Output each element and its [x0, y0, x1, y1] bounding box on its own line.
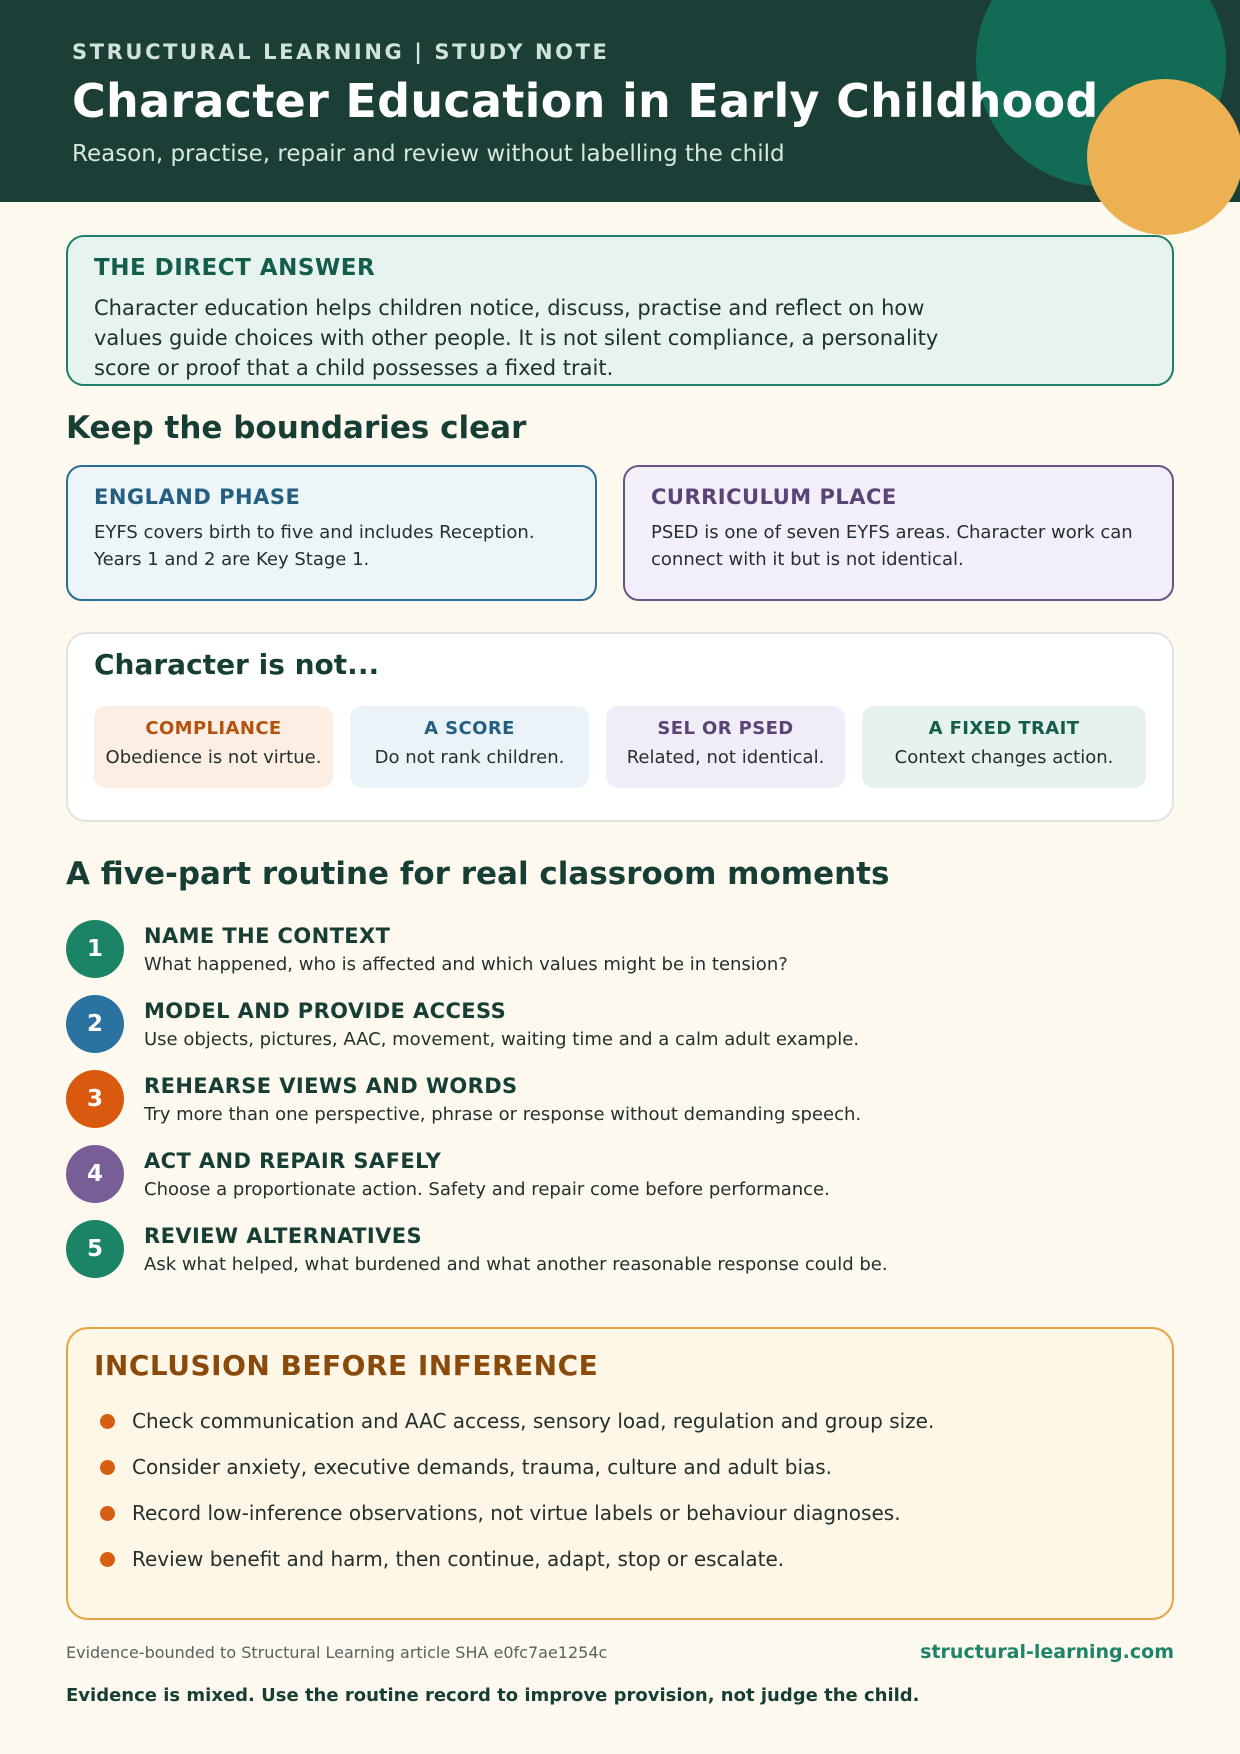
- chip-title: A FIXED TRAIT: [928, 718, 1080, 739]
- step-number-badge: 5: [66, 1220, 124, 1278]
- inclusion-item-text: Check communication and AAC access, sensory load, regulation and group size.: [132, 1409, 935, 1433]
- bullet-dot-icon: [100, 1552, 115, 1567]
- bullet-dot-icon: [100, 1414, 115, 1429]
- direct-answer-box: [66, 235, 1174, 386]
- routine-step-4: [66, 1145, 1066, 1209]
- inclusion-item-text: Review benefit and harm, then continue, adapt, stop or escalate.: [132, 1547, 785, 1571]
- chip-desc: Related, not identical.: [626, 747, 825, 768]
- site-link[interactable]: structural-learning.com: [920, 1641, 1174, 1663]
- decorative-circle-amber: [1087, 79, 1240, 235]
- step-desc: Ask what helped, what burdened and what another reasonable response could be.: [144, 1254, 888, 1275]
- page-subtitle: Reason, practise, repair and review without labelling the child: [72, 141, 785, 167]
- step-desc: Choose a proportionate action. Safety and repair come before performance.: [144, 1179, 830, 1200]
- step-title: REHEARSE VIEWS AND WORDS: [144, 1074, 518, 1098]
- routine-step-5: [66, 1220, 1066, 1284]
- inclusion-panel: [66, 1327, 1174, 1620]
- bullet-dot-icon: [100, 1506, 115, 1521]
- character-is-not-panel: [66, 632, 1174, 822]
- bullet-dot-icon: [100, 1460, 115, 1475]
- chip-compliance: [94, 706, 333, 788]
- step-number-badge: 3: [66, 1070, 124, 1128]
- curriculum-place-card: [623, 465, 1174, 601]
- footer-message: Evidence is mixed. Use the routine record to improve provision, not judge the child.: [66, 1685, 920, 1706]
- chip-a-score: [350, 706, 589, 788]
- evidence-footnote: Evidence-bounded to Structural Learning article SHA e0fc7ae1254c: [66, 1643, 608, 1662]
- step-number-badge: 4: [66, 1145, 124, 1203]
- chip-title: A SCORE: [424, 718, 515, 739]
- step-desc: What happened, who is affected and which values might be in tension?: [144, 954, 788, 975]
- england-phase-title: ENGLAND PHASE: [94, 485, 301, 509]
- step-title: NAME THE CONTEXT: [144, 924, 391, 948]
- header-kicker: STRUCTURAL LEARNING | STUDY NOTE: [72, 40, 610, 64]
- direct-answer-heading: THE DIRECT ANSWER: [94, 255, 376, 281]
- page-header: [0, 0, 1240, 202]
- boundaries-heading: Keep the boundaries clear: [66, 410, 527, 446]
- england-phase-body: EYFS covers birth to five and includes Reception. Years 1 and 2 are Key Stage 1.: [94, 522, 535, 570]
- inclusion-heading: INCLUSION BEFORE INFERENCE: [94, 1349, 599, 1382]
- routine-step-3: [66, 1070, 1066, 1134]
- step-number-badge: 2: [66, 995, 124, 1053]
- england-phase-card: [66, 465, 597, 601]
- curriculum-place-body: PSED is one of seven EYFS areas. Character work can connect with it but is not identical.: [651, 522, 1133, 570]
- chip-sel-or-psed: [606, 706, 845, 788]
- step-title: REVIEW ALTERNATIVES: [144, 1224, 423, 1248]
- chip-title: COMPLIANCE: [145, 718, 282, 739]
- page-title: Character Education in Early Childhood: [72, 74, 1099, 128]
- routine-heading: A five-part routine for real classroom moments: [66, 856, 890, 892]
- curriculum-place-title: CURRICULUM PLACE: [651, 485, 897, 509]
- chip-desc: Context changes action.: [894, 747, 1114, 768]
- chip-desc: Do not rank children.: [374, 747, 565, 768]
- routine-step-1: [66, 920, 1066, 984]
- step-number-badge: 1: [66, 920, 124, 978]
- step-desc: Use objects, pictures, AAC, movement, waiting time and a calm adult example.: [144, 1029, 860, 1050]
- step-title: MODEL AND PROVIDE ACCESS: [144, 999, 507, 1023]
- direct-answer-body: Character education helps children notice, discuss, practise and reflect on how values guide choices with other people. It is not silent compliance, a personality score or proof that a child possesses a fixed trait.: [94, 296, 939, 380]
- step-title: ACT AND REPAIR SAFELY: [144, 1149, 442, 1173]
- character-is-not-heading: Character is not...: [94, 648, 380, 681]
- inclusion-item-text: Record low-inference observations, not virtue labels or behaviour diagnoses.: [132, 1501, 901, 1525]
- chip-title: SEL OR PSED: [657, 718, 794, 739]
- routine-step-2: [66, 995, 1066, 1059]
- inclusion-item-text: Consider anxiety, executive demands, trauma, culture and adult bias.: [132, 1455, 833, 1479]
- step-desc: Try more than one perspective, phrase or response without demanding speech.: [144, 1104, 862, 1125]
- chip-desc: Obedience is not virtue.: [105, 747, 322, 768]
- chip-a-fixed-trait: [862, 706, 1146, 788]
